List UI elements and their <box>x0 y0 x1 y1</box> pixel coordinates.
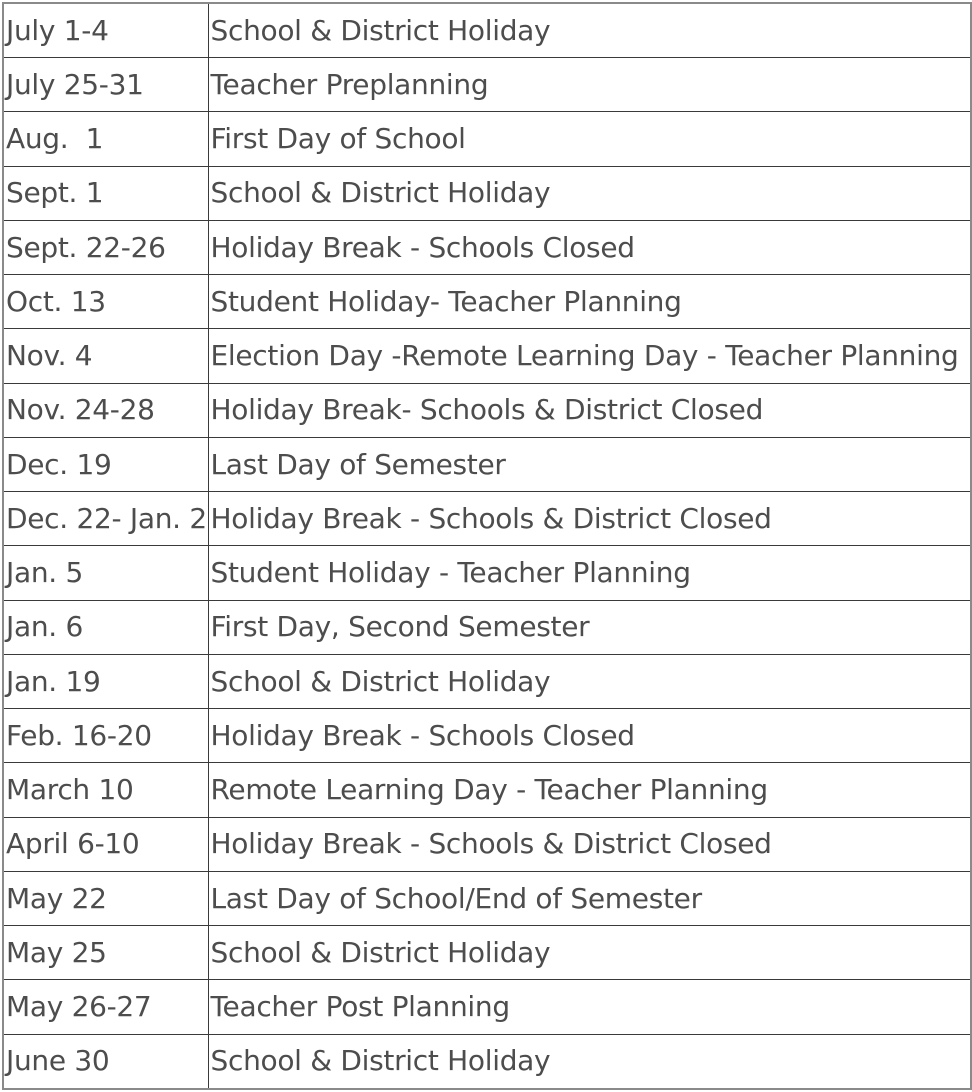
event-cell: Student Holiday- Teacher Planning <box>208 275 970 329</box>
date-cell: June 30 <box>4 1034 208 1088</box>
table-row <box>4 926 970 980</box>
table-row <box>4 383 970 437</box>
date-cell: Jan. 6 <box>4 600 208 654</box>
calendar-frame <box>2 2 972 1090</box>
date-cell: May 22 <box>4 871 208 925</box>
event-cell: Last Day of Semester <box>208 437 970 491</box>
table-row <box>4 329 970 383</box>
table-row <box>4 980 970 1034</box>
table-row <box>4 763 970 817</box>
table-row <box>4 58 970 112</box>
date-cell: Nov. 24-28 <box>4 383 208 437</box>
event-cell: First Day, Second Semester <box>208 600 970 654</box>
date-cell: Sept. 1 <box>4 166 208 220</box>
table-row <box>4 546 970 600</box>
table-row <box>4 600 970 654</box>
date-cell: Oct. 13 <box>4 275 208 329</box>
event-cell: Holiday Break - Schools & District Closed <box>208 492 970 546</box>
event-cell: Teacher Preplanning <box>208 58 970 112</box>
table-row <box>4 871 970 925</box>
date-cell: May 26-27 <box>4 980 208 1034</box>
event-cell: Holiday Break- Schools & District Closed <box>208 383 970 437</box>
event-cell: Last Day of School/End of Semester <box>208 871 970 925</box>
event-cell: School & District Holiday <box>208 926 970 980</box>
date-cell: Sept. 22-26 <box>4 220 208 274</box>
table-row <box>4 112 970 166</box>
event-cell: Teacher Post Planning <box>208 980 970 1034</box>
table-row <box>4 166 970 220</box>
date-cell: Aug. 1 <box>4 112 208 166</box>
date-cell: Dec. 19 <box>4 437 208 491</box>
event-cell: School & District Holiday <box>208 1034 970 1088</box>
date-cell: March 10 <box>4 763 208 817</box>
date-cell: July 25-31 <box>4 58 208 112</box>
event-cell: School & District Holiday <box>208 4 970 58</box>
event-cell: First Day of School <box>208 112 970 166</box>
date-cell: May 25 <box>4 926 208 980</box>
school-calendar-table <box>4 4 970 1088</box>
table-row <box>4 817 970 871</box>
date-cell: Jan. 5 <box>4 546 208 600</box>
table-row <box>4 4 970 58</box>
table-row <box>4 492 970 546</box>
date-cell: April 6-10 <box>4 817 208 871</box>
event-cell: School & District Holiday <box>208 166 970 220</box>
table-row <box>4 437 970 491</box>
table-row <box>4 1034 970 1088</box>
date-cell: July 1-4 <box>4 4 208 58</box>
table-row <box>4 220 970 274</box>
event-cell: Holiday Break - Schools & District Closed <box>208 817 970 871</box>
date-cell: Jan. 19 <box>4 654 208 708</box>
event-cell: School & District Holiday <box>208 654 970 708</box>
table-row <box>4 275 970 329</box>
event-cell: Student Holiday - Teacher Planning <box>208 546 970 600</box>
event-cell: Election Day -Remote Learning Day - Teacher Planning <box>208 329 970 383</box>
event-cell: Holiday Break - Schools Closed <box>208 220 970 274</box>
date-cell: Feb. 16-20 <box>4 709 208 763</box>
event-cell: Remote Learning Day - Teacher Planning <box>208 763 970 817</box>
table-row <box>4 654 970 708</box>
date-cell: Nov. 4 <box>4 329 208 383</box>
event-cell: Holiday Break - Schools Closed <box>208 709 970 763</box>
date-cell: Dec. 22- Jan. 2 <box>4 492 208 546</box>
table-row <box>4 709 970 763</box>
